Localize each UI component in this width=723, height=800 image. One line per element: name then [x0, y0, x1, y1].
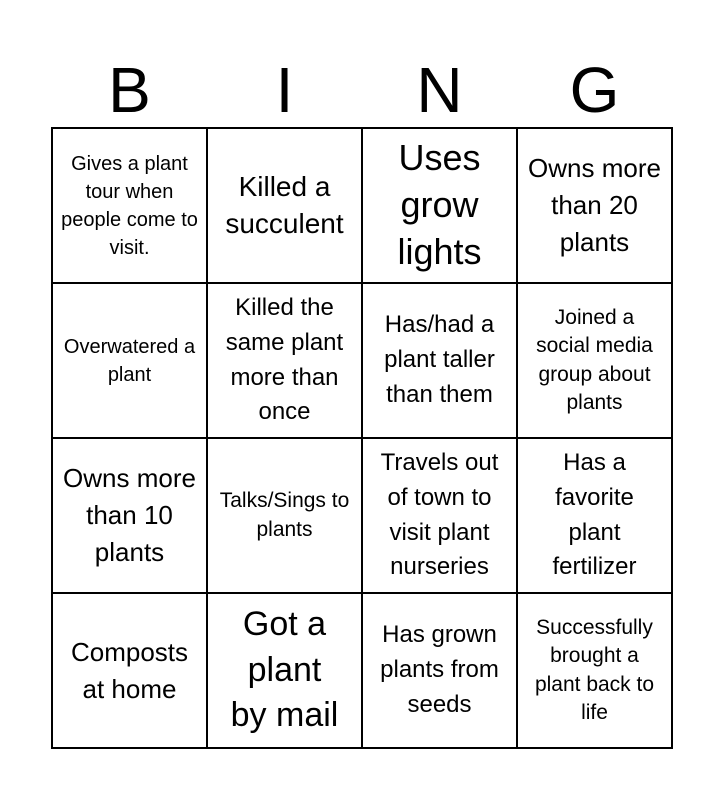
bingo-cell[interactable]: [518, 129, 673, 284]
cell-text: Talks/Sings to plants: [219, 489, 350, 541]
bingo-header: [52, 52, 672, 128]
cell-text: Composts at home: [70, 636, 189, 704]
header-letter-i: I: [275, 54, 294, 126]
cell-text: Uses grow lights: [397, 137, 482, 272]
bingo-cell[interactable]: [518, 439, 673, 594]
cell-text: Has/had a plant taller than them: [384, 311, 495, 408]
bingo-cell[interactable]: [518, 594, 673, 749]
cell-text: Got a plant by mail: [230, 604, 339, 735]
cell-text: Gives a plant tour when people come to visit.: [61, 152, 198, 259]
cell-text: Has grown plants from seeds: [380, 621, 499, 718]
bingo-cell[interactable]: [518, 284, 673, 439]
cell-text: Owns more than 20 plants: [528, 153, 661, 257]
bingo-cell[interactable]: [363, 284, 518, 439]
cell-text: Overwatered a plant: [63, 335, 196, 386]
bingo-cell[interactable]: [208, 594, 363, 749]
header-letter-b: B: [108, 54, 151, 126]
bingo-cell[interactable]: [53, 439, 208, 594]
bingo-cell[interactable]: [53, 129, 208, 284]
bingo-cell[interactable]: [208, 284, 363, 439]
header-letter-n: N: [416, 54, 463, 126]
bingo-cell[interactable]: [363, 594, 518, 749]
cell-text: Travels out of town to visit plant nurseries: [380, 448, 499, 581]
header-letter-g: G: [569, 54, 620, 126]
cell-text: Joined a social media group about plants: [536, 305, 653, 414]
bingo-cell[interactable]: [208, 439, 363, 594]
bingo-cell[interactable]: [53, 284, 208, 439]
bingo-cell[interactable]: [53, 594, 208, 749]
bingo-cell[interactable]: [208, 129, 363, 284]
cell-text: Killed a succulent: [225, 171, 344, 239]
cell-text: Killed the same plant more than once: [225, 293, 344, 426]
bingo-grid: [51, 127, 673, 749]
cell-text: Owns more than 10 plants: [63, 463, 196, 567]
bingo-cell[interactable]: [363, 129, 518, 284]
cell-text: Successfully brought a plant back to life: [534, 615, 655, 724]
bingo-cell[interactable]: [363, 439, 518, 594]
cell-text: Has a favorite plant fertilizer: [552, 448, 637, 581]
